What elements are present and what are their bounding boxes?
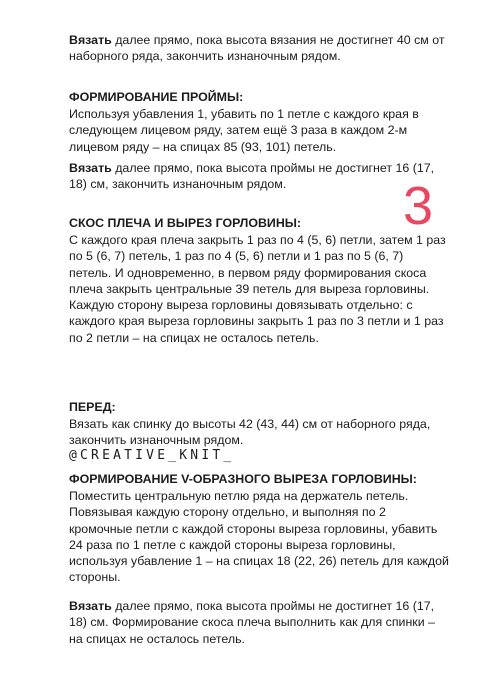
- shoulder-paragraph: С каждого края плеча закрыть 1 раз по 4 (5, 6) петли, затем 1 раз по 5 (6, 7) петель, 1 раз по 4 (5, 6) петли и 1 раз по 5 (6, 7) петель. И одновременно, в первом ряду формирования скоса плеча закрыть центральные 39 петель для выреза горловины. Каждую сторону выреза горловины довязывать отдельно: с каждого края выреза горловины закрыть 1 раз по 3 петли и 1 раз по 2 петли – на спицах не осталось петель.: [69, 233, 446, 345]
- vneck-p2-text: далее прямо, пока высота проймы не достигнет 16 (17, 18) см. Формирование скоса плеча выполнить как для спинки – на спицах не осталось петель.: [69, 599, 435, 646]
- intro-paragraph: [69, 32, 449, 65]
- front-heading: ПЕРЕД:: [69, 400, 116, 414]
- armhole-p2-text: далее прямо, пока высота проймы не достигнет 16 (17, 18) см, закончить изнаночным рядом.: [69, 161, 435, 192]
- watermark: @CREATIVE_KNIT_: [69, 448, 235, 463]
- armhole-heading: ФОРМИРОВАНИЕ ПРОЙМЫ:: [69, 90, 244, 104]
- vneck-p2-lead: Вязать: [69, 599, 112, 613]
- armhole-paragraph-2: [69, 160, 449, 193]
- front-paragraph: Вязать как спинку до высоты 42 (43, 44) см от наборного ряда, закончить изнаночным рядом.: [69, 417, 431, 448]
- intro-lead: Вязать: [69, 33, 112, 47]
- vneck-paragraph-1: Поместить центральную петлю ряда на держатель петель. Повязывая каждую сторону отдельно, и выполняя по 2 кромочные петли с каждой стороны выреза горловины, убавить 24 раза по 1 петле с каждой стороны выреза горловины, используя убавление 1 – на спицах 18 (22, 26) петель для каждой стороны.: [69, 489, 449, 585]
- vneck-heading: ФОРМИРОВАНИЕ V-ОБРАЗНОГО ВЫРЕЗА ГОРЛОВИНЫ:: [69, 472, 417, 486]
- shoulder-heading: СКОС ПЛЕЧА И ВЫРЕЗ ГОРЛОВИНЫ:: [69, 216, 302, 230]
- armhole-p2-lead: Вязать: [69, 161, 112, 175]
- armhole-paragraph-1: Используя убавления 1, убавить по 1 петле с каждого края в следующем лицевом ряду, затем ещё 3 раза в каждом 2-м лицевом ряду – на спицах 85 (93, 101) петель.: [69, 107, 419, 154]
- page-number: 3: [403, 176, 434, 236]
- intro-text: далее прямо, пока высота вязания не достигнет 40 см от наборного ряда, закончить изнаночным рядом.: [69, 33, 445, 64]
- vneck-paragraph-2: [69, 598, 449, 647]
